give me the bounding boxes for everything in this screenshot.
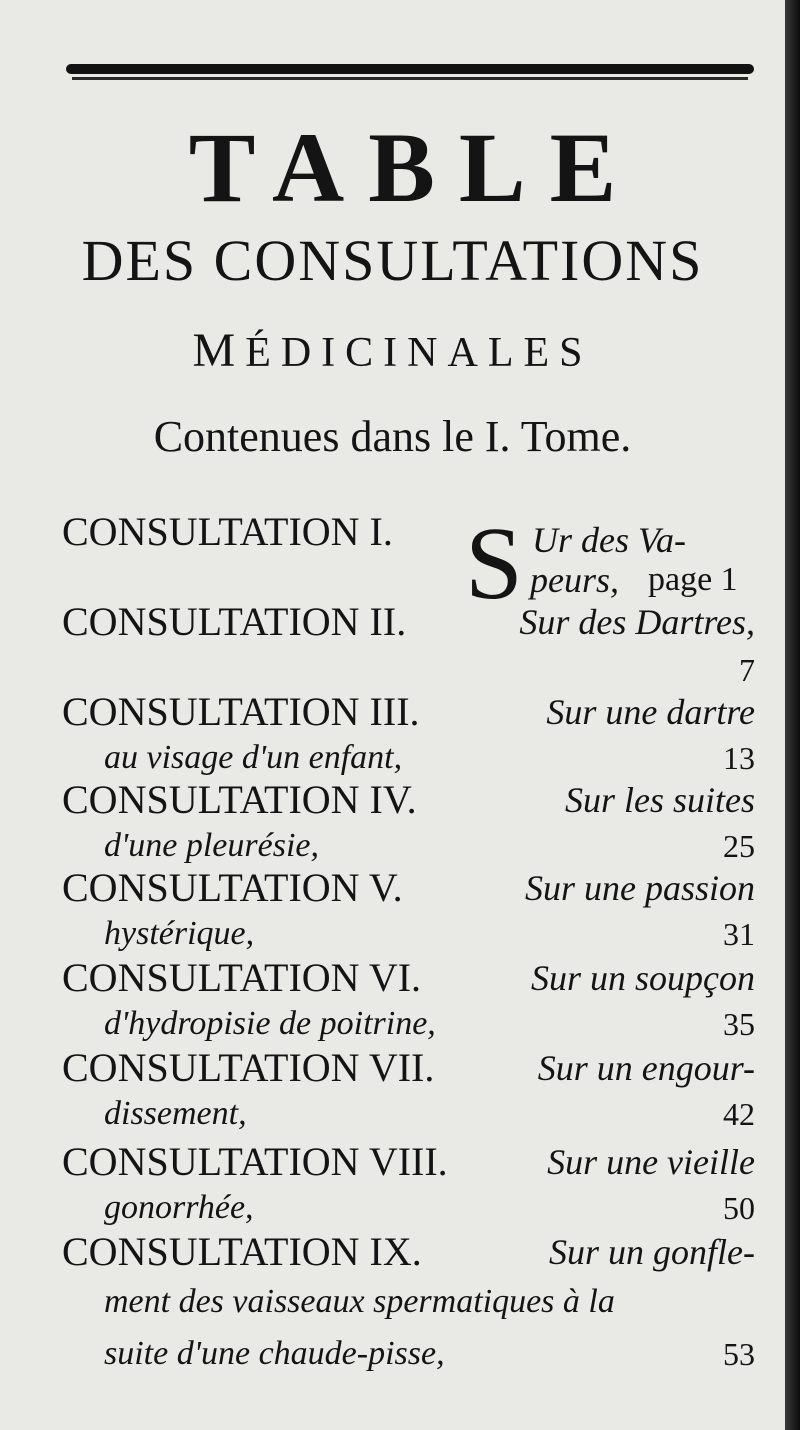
entry-subject: Sur un gonfle- — [549, 1232, 755, 1272]
entry-subject-continued: d'une pleurésie, — [104, 827, 319, 864]
toc-entry-4 — [62, 777, 755, 870]
entry-subject-continued: peurs, — [530, 560, 619, 600]
top-ornamental-rule — [66, 60, 754, 82]
entry-label: CONSULTATION II. — [62, 599, 407, 644]
toc-entry-6 — [62, 955, 755, 1048]
entry-page: 7 — [739, 652, 755, 688]
subtitle-medicinales — [0, 324, 785, 377]
subtitle-initial: M — [192, 324, 246, 377]
entry-label: CONSULTATION VI. — [62, 955, 422, 1000]
entry-page: 25 — [723, 828, 755, 864]
entry-subject: Sur une dartre — [546, 692, 755, 732]
entry-label: CONSULTATION V. — [62, 865, 403, 910]
page-edge-shadow — [785, 0, 800, 1430]
rule-line — [72, 77, 748, 80]
entry-subject-continued: d'hydropisie de poitrine, — [104, 1005, 436, 1042]
volume-line: Contenues dans le I. Tome. — [153, 412, 632, 461]
entry-subject: Sur une passion — [524, 868, 755, 908]
entry-subject-continued: au visage d'un enfant, — [104, 739, 403, 776]
entry-page: page 1 — [648, 561, 738, 598]
entry-label: CONSULTATION VII. — [62, 1045, 435, 1090]
entry-subject-continued: dissement, — [104, 1095, 247, 1132]
rule-bar — [66, 64, 754, 74]
entry-page: 50 — [723, 1190, 755, 1226]
toc-entry-3 — [62, 689, 755, 782]
toc-entry-2 — [62, 599, 755, 692]
entry-label: CONSULTATION VIII. — [62, 1139, 448, 1184]
entry-subject: Ur des Va- — [532, 520, 686, 560]
entry-subject-continued: ment des vaisseaux spermatiques à la — [104, 1283, 615, 1320]
subtitle-line: DES CONSULTATIONS — [81, 228, 704, 293]
entry-page: 53 — [723, 1336, 755, 1372]
entry-label: CONSULTATION IX. — [62, 1229, 422, 1274]
entry-subject: Sur les suites — [564, 780, 755, 820]
entry-page: 13 — [723, 740, 755, 776]
toc-entry-7 — [62, 1045, 755, 1138]
entry-subject: Sur des Dartres, — [519, 602, 755, 642]
entry-label: CONSULTATION I. — [62, 509, 393, 554]
entry-subject: Sur un engour- — [537, 1048, 755, 1088]
entry-subject-continued: hystérique, — [104, 915, 255, 952]
entry-subject: Sur un soupçon — [531, 958, 755, 998]
entry-subject-continued: gonorrhée, — [104, 1189, 254, 1226]
page-title: TABLE — [188, 112, 641, 223]
entry-subject-continued-2: suite d'une chaude-pisse, — [104, 1335, 445, 1372]
toc-entry-9 — [62, 1229, 755, 1382]
drop-capital: S — [465, 506, 523, 621]
entry-subject: Sur une vieille — [547, 1142, 755, 1182]
entry-page: 31 — [723, 916, 755, 952]
entry-label: CONSULTATION III. — [62, 689, 420, 734]
entry-page: 35 — [723, 1006, 755, 1042]
entry-label: CONSULTATION IV. — [62, 777, 417, 822]
subtitle-rest: ÉDICINALES — [245, 330, 593, 376]
entry-page: 42 — [723, 1096, 755, 1132]
toc-entry-8 — [62, 1139, 755, 1232]
toc-entry-5 — [62, 865, 755, 958]
